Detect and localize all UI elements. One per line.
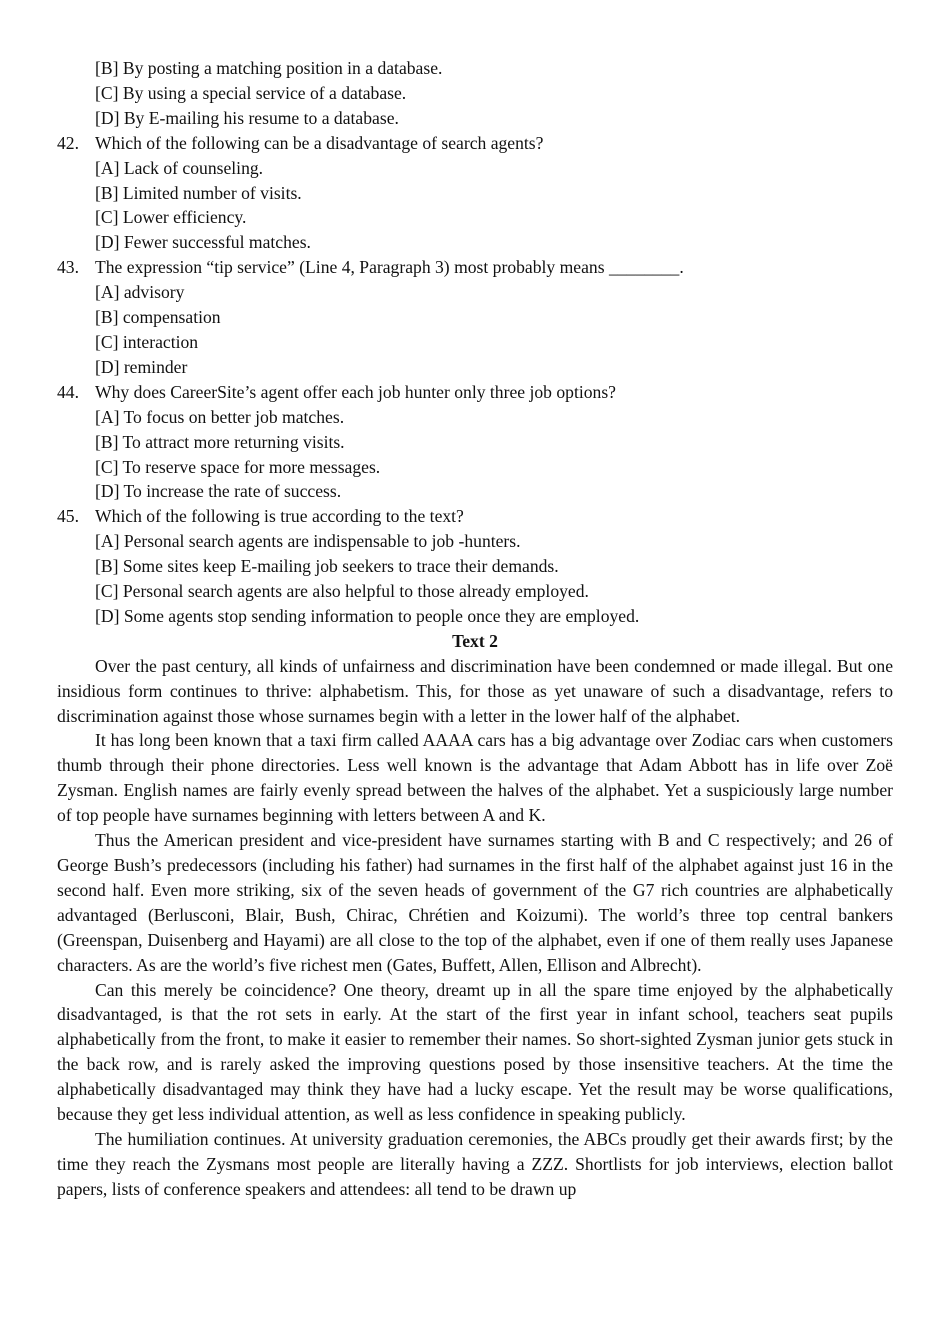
question-42 <box>57 131 893 256</box>
option-d: [D] Fewer successful matches. <box>95 232 311 253</box>
document-page <box>57 56 893 1202</box>
option-d: [D] To increase the rate of success. <box>95 481 342 502</box>
q41-option-c: [C] By using a special service of a database. <box>95 82 407 103</box>
passage <box>57 654 893 1202</box>
question-stem: Which of the following can be a disadvantage of search agents? <box>95 132 544 153</box>
q41-option-d: [D] By E-mailing his resume to a database. <box>95 107 399 128</box>
option-b: [B] compensation <box>95 307 221 328</box>
question-number: 45. <box>57 506 79 527</box>
question-number: 43. <box>57 257 79 278</box>
passage-paragraph-3: Thus the American president and vice-president have surnames starting with B and C respectively; and 26 of George Bush’s predecessors (including his father) had surnames in the first half of the alphabet against just 16 in the second half. Even more striking, six of the seven heads of government of the G7 rich countries are alphabetically advantaged (Berlusconi, Blair, Bush, Chirac, Chrétien and Koizumi). The world’s three top central bankers (Greenspan, Duisenberg and Hayami) are all close to the top of the alphabet, even if one of them really uses Japanese characters. As are the world’s five richest men (Gates, Buffett, Allen, Ellison and Albrecht). <box>57 830 893 975</box>
passage-paragraph-5: The humiliation continues. At university graduation ceremonies, the ABCs proudly get their awards first; by the time they reach the Zysmans most people are literally having a ZZZ. Shortlists for job interviews, election ballot papers, lists of conference speakers and attendees: all tend to be drawn up <box>57 1128 893 1199</box>
option-a: [A] Personal search agents are indispensable to job -hunters. <box>95 531 521 552</box>
option-c: [C] Personal search agents are also helpful to those already employed. <box>95 581 589 602</box>
option-c: [C] interaction <box>95 331 199 352</box>
question-stem: The expression “tip service” (Line 4, Paragraph 3) most probably means ________. <box>95 257 684 278</box>
question-43 <box>57 255 893 380</box>
question-41-options <box>57 56 893 131</box>
question-number: 44. <box>57 381 79 402</box>
section-title: Text 2 <box>452 630 498 651</box>
option-c: [C] Lower efficiency. <box>95 207 247 228</box>
option-a: [A] advisory <box>95 282 185 303</box>
question-45 <box>57 504 893 629</box>
question-44 <box>57 380 893 505</box>
option-b: [B] Some sites keep E-mailing job seekers to trace their demands. <box>95 556 559 577</box>
option-b: [B] Limited number of visits. <box>95 182 302 203</box>
q41-option-b: [B] By posting a matching position in a database. <box>95 58 443 78</box>
option-a: [A] To focus on better job matches. <box>95 406 345 427</box>
option-a: [A] Lack of counseling. <box>95 157 264 178</box>
option-b: [B] To attract more returning visits. <box>95 431 345 452</box>
passage-paragraph-4: Can this merely be coincidence? One theory, dreamt up in all the spare time enjoyed by the alphabetically disadvantaged, is that the rot sets in early. At the start of the first year in infant school, teachers seat pupils alphabetically from the front, to make it easier to remember their names. So short-sighted Zysman junior gets stuck in the back row, and is rarely asked the improving questions posed by those insensitive teachers. At the time the alphabetically disadvantaged may think they have had a lucky escape. Yet the result may be worse qualifications, because they get less individual attention, as well as less confidence in speaking publicly. <box>57 979 893 1125</box>
option-c: [C] To reserve space for more messages. <box>95 456 381 477</box>
option-d: [D] Some agents stop sending information to people once they are employed. <box>95 605 640 626</box>
option-d: [D] reminder <box>95 356 188 377</box>
question-number: 42. <box>57 132 79 153</box>
question-stem: Which of the following is true according to the text? <box>95 506 464 527</box>
question-stem: Why does CareerSite’s agent offer each job hunter only three job options? <box>95 381 616 402</box>
passage-paragraph-2: It has long been known that a taxi firm called AAAA cars has a big advantage over Zodiac cars when customers thumb through their phone directories. Less well known is the advantage that Adam Abbott has in life over Zoë Zysman. English names are fairly evenly spread between the halves of the alphabet. Yet a suspiciously large number of top people have surnames beginning with letters between A and K. <box>57 730 893 826</box>
passage-paragraph-1: Over the past century, all kinds of unfairness and discrimination have been condemned or made illegal. But one insidious form continues to thrive: alphabetism. This, for those as yet unaware of such a disadvantage, refers to discrimination against those whose surnames begin with a letter in the lower half of the alphabet. <box>57 655 893 726</box>
